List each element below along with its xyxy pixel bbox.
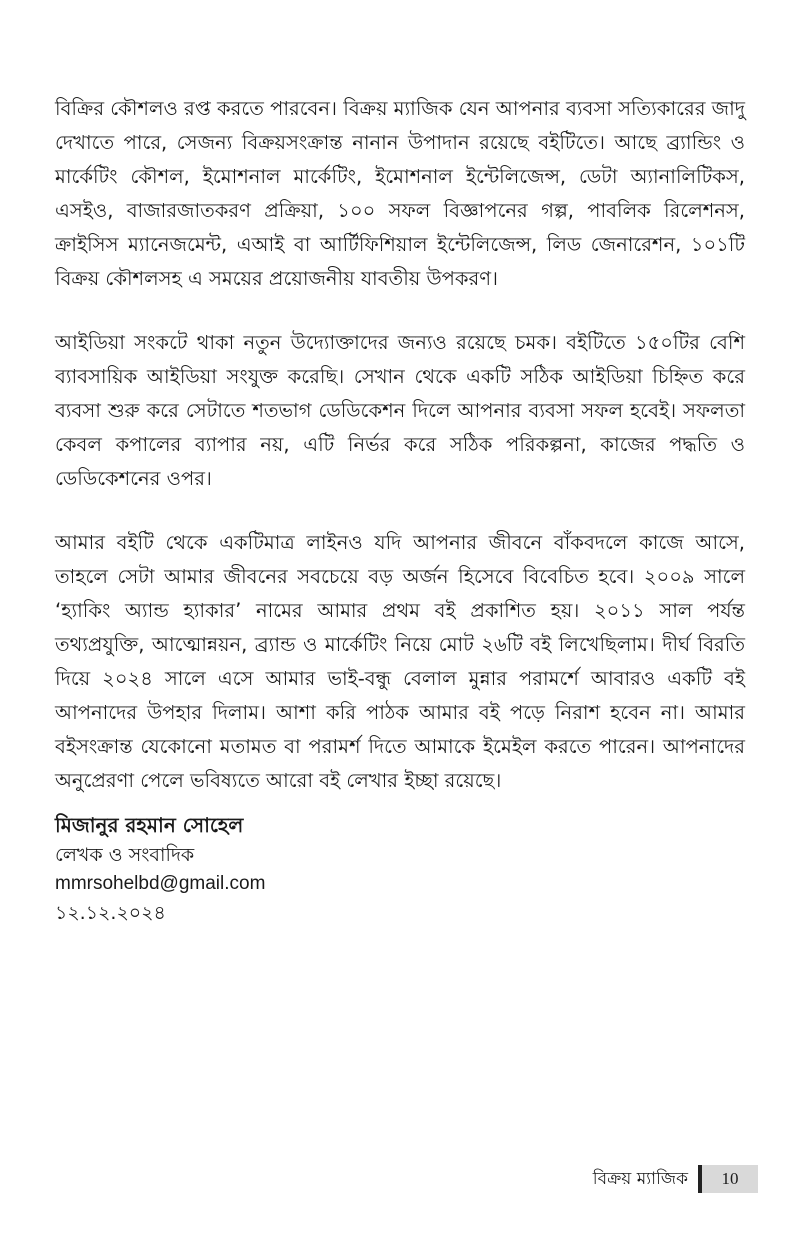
signature-date: ১২.১২.২০২৪: [55, 902, 166, 924]
page-number: 10: [702, 1165, 758, 1193]
author-role: লেখক ও সংবাদিক: [55, 844, 195, 866]
footer-book-title: বিক্রয় ম্যাজিক: [592, 1169, 688, 1189]
body-text: [55, 92, 745, 828]
author-email: mmrsohelbd@gmail.com: [55, 873, 266, 894]
paragraph-2: আইডিয়া সংকটে থাকা নতুন উদ্যোক্তাদের জন্যও রয়েছে চমক। বইটিতে ১৫০টির বেশি ব্যাবসায়িক আইডিয়া সংযুক্ত করেছি। সেখান থেকে একটি সঠিক আইডিয়া চিহ্নিত করে ব্যবসা শুরু করে সেটাতে শতভাগ ডেডিকেশন দিলে আপনার ব্যবসা সফল হবেই। সফলতা কেবল কপালের ব্যাপার নয়, এটি নির্ভর করে সঠিক পরিকল্পনা, কাজের পদ্ধতি ও ডেডিকেশনের ওপর।: [55, 331, 745, 490]
author-name: মিজানুর রহমান সোহেল: [55, 813, 244, 837]
signature-block: [55, 810, 455, 928]
paragraph-1: বিক্রির কৌশলও রপ্ত করতে পারবেন। বিক্রয় ম্যাজিক যেন আপনার ব্যবসা সত্যিকারের জাদু দেখাতে পারে, সেজন্য বিক্রয়সংক্রান্ত নানান উপাদান রয়েছে বইটিতে। আছে ব্র্যান্ডিং ও মার্কেটিং কৌশল, ইমোশনাল মার্কেটিং, ইমোশনাল ইন্টেলিজেন্স, ডেটা অ্যানালিটিকস, এসইও, বাজারজাতকরণ প্রক্রিয়া, ১০০ সফল বিজ্ঞাপনের গল্প, পাবলিক রিলেশনস, ক্রাইসিস ম্যানেজমেন্ট, এআই বা আর্টিফিশিয়াল ইন্টেলিজেন্স, লিড জেনারেশন, ১০১টি বিক্রয় কৌশলসহ এ সময়ের প্রয়োজনীয় যাবতীয় উপকরণ।: [55, 97, 745, 290]
paragraph-3: আমার বইটি থেকে একটিমাত্র লাইনও যদি আপনার জীবনে বাঁকবদলে কাজে আসে, তাহলে সেটা আমার জীবনের সবচেয়ে বড় অর্জন হিসেবে বিবেচিত হবে। ২০০৯ সালে ‘হ্যাকিং অ্যান্ড হ্যাকার’ নামের আমার প্রথম বই প্রকাশিত হয়। ২০১১ সাল পর্যন্ত তথ্যপ্রযুক্তি, আত্মোন্নয়ন, ব্র্যান্ড ও মার্কেটিং নিয়ে মোট ২৬টি বই লিখেছিলাম। দীর্ঘ বিরতি দিয়ে ২০২৪ সালে এসে আমার ভাই-বন্ধু বেলাল মুন্নার পরামর্শে আবারও একটি বই আপনাদের উপহার দিলাম। আশা করি পাঠক আমার বই পড়ে নিরাশ হবেন না। আমার বইসংক্রান্ত যেকোনো মতামত বা পরামর্শ দিতে আমাকে ইমেইল করতে পারেন। আপনাদের অনুপ্রেরণা পেলে ভবিষ্যতে আরো বই লেখার ইচ্ছা রয়েছে।: [55, 531, 745, 792]
page-footer: [593, 1165, 758, 1193]
